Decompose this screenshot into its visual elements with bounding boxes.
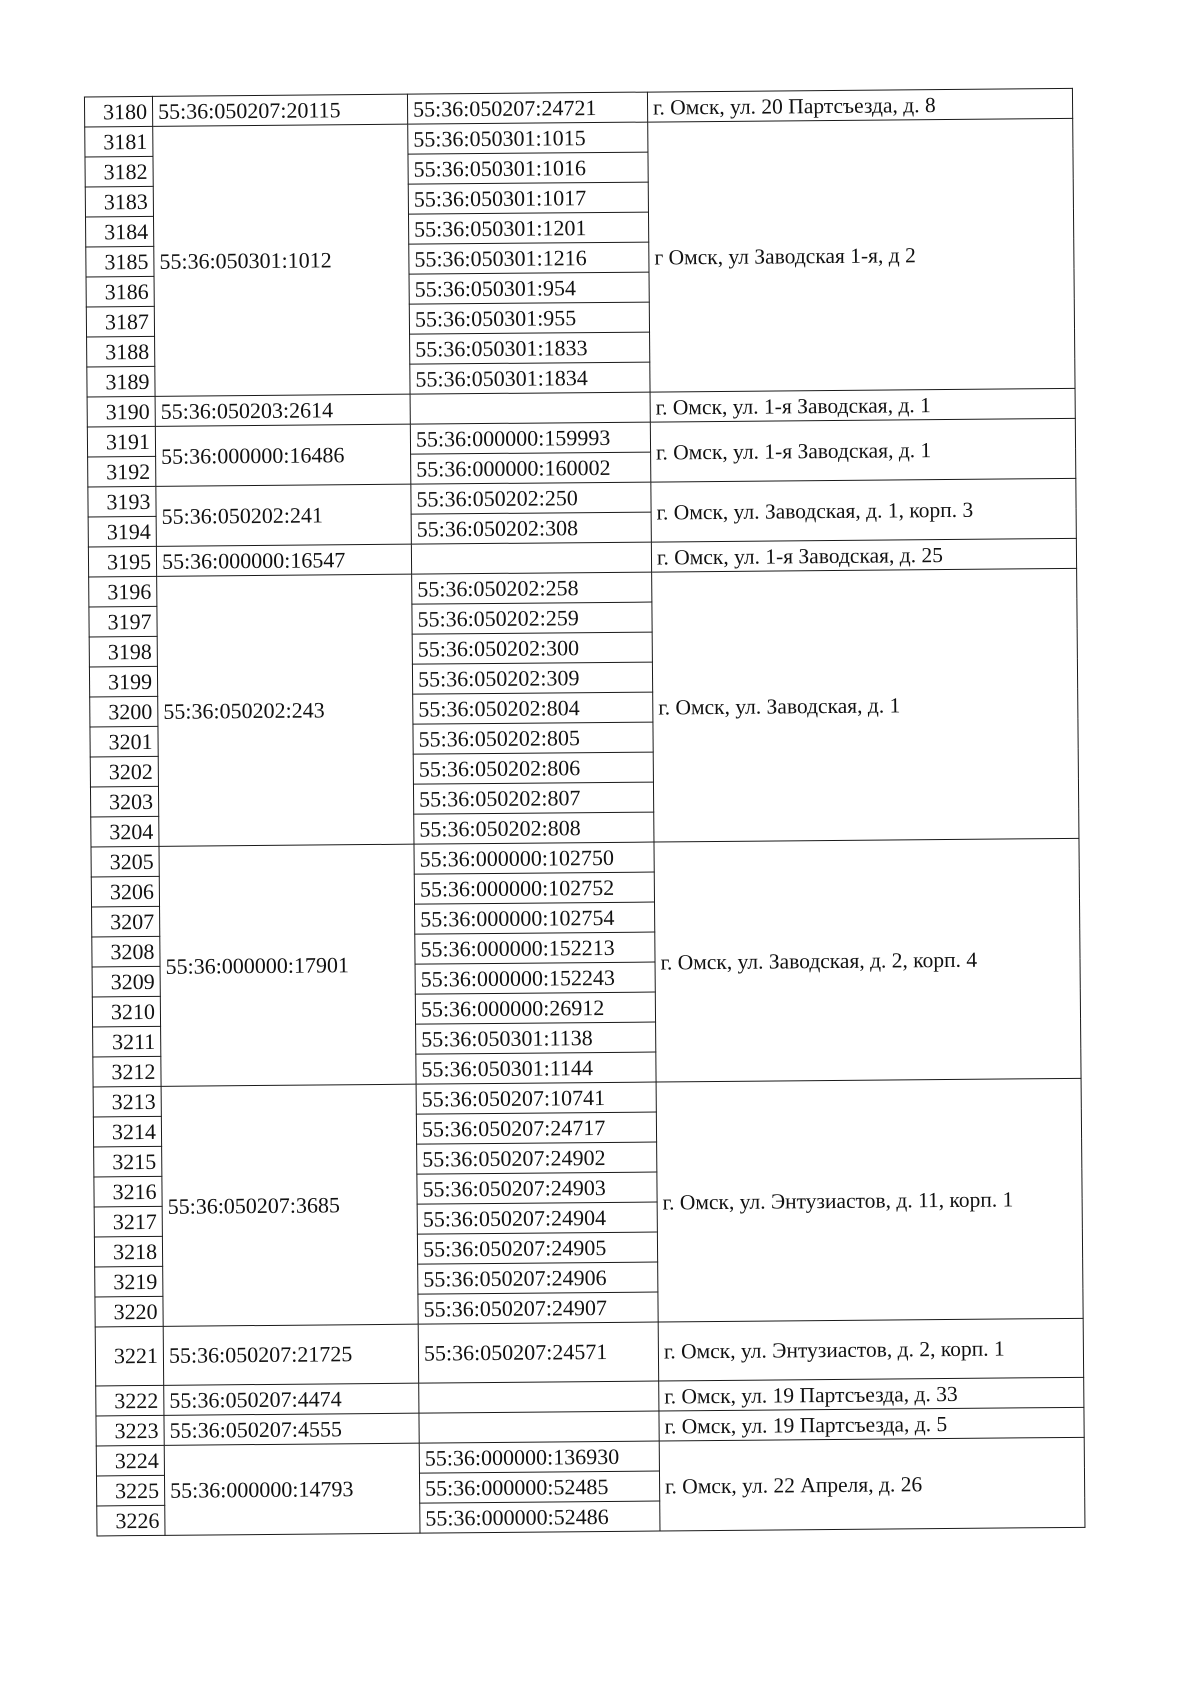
row-number: 3221 [95,1326,164,1386]
sub-cadastral-number: 55:36:050202:807 [413,782,653,814]
parent-cadastral-number: 55:36:000000:14793 [164,1443,420,1535]
sub-cadastral-number: 55:36:050202:804 [413,692,653,724]
sub-cadastral-number: 55:36:050207:24904 [417,1202,657,1234]
row-number: 3186 [86,276,154,307]
sub-cadastral-number: 55:36:050207:24907 [418,1292,658,1324]
row-number: 3223 [96,1415,164,1446]
sub-cadastral-number: 55:36:050202:805 [413,722,653,754]
row-number: 3210 [92,996,160,1027]
sub-cadastral-number [419,1411,659,1443]
sub-cadastral-number [411,542,651,574]
row-number: 3214 [93,1116,161,1147]
sub-cadastral-number: 55:36:050207:10741 [416,1082,656,1114]
parent-cadastral-number: 55:36:050202:243 [157,574,414,846]
row-number: 3218 [94,1236,162,1267]
sub-cadastral-number [419,1381,659,1413]
address: г. Омск, ул. Заводская, д. 1, корп. 3 [651,478,1077,542]
row-number: 3217 [94,1206,162,1237]
address: г. Омск, ул. 19 Партсъезда, д. 5 [659,1407,1084,1441]
cadastral-table [84,88,1086,1537]
row-number: 3208 [92,936,160,967]
sub-cadastral-number: 55:36:050202:309 [412,662,652,694]
table-row [95,1318,1083,1386]
parent-cadastral-number: 55:36:050207:20115 [152,94,407,126]
sub-cadastral-number: 55:36:050301:1015 [408,122,648,154]
sub-cadastral-number: 55:36:000000:136930 [419,1441,659,1473]
sub-cadastral-number: 55:36:000000:52485 [419,1471,659,1503]
sub-cadastral-number: 55:36:000000:52486 [420,1501,660,1533]
row-number: 3190 [87,396,155,427]
row-number: 3206 [91,876,159,907]
address: г. Омск, ул. Энтузиастов, д. 2, корп. 1 [658,1318,1083,1381]
row-number: 3220 [95,1296,163,1327]
row-number: 3202 [90,756,158,787]
parent-cadastral-number: 55:36:050207:21725 [163,1324,419,1385]
parent-cadastral-number: 55:36:050203:2614 [155,394,410,426]
sub-cadastral-number: 55:36:050202:258 [412,572,652,604]
row-number: 3181 [85,126,153,157]
sub-cadastral-number: 55:36:050301:1138 [416,1022,656,1054]
sub-cadastral-number: 55:36:050207:24902 [417,1142,657,1174]
sub-cadastral-number: 55:36:050301:1834 [410,362,650,394]
sub-cadastral-number: 55:36:050301:1016 [408,152,648,184]
row-number: 3182 [85,156,153,187]
row-number: 3204 [91,816,159,847]
sub-cadastral-number: 55:36:000000:152213 [415,932,655,964]
row-number: 3180 [84,96,152,127]
sub-cadastral-number: 55:36:050301:1144 [416,1052,656,1084]
sub-cadastral-number: 55:36:050207:24717 [416,1112,656,1144]
address: г. Омск, ул. 1-я Заводская, д. 1 [650,418,1076,482]
sub-cadastral-number: 55:36:050207:24906 [418,1262,658,1294]
sub-cadastral-number: 55:36:050301:1833 [410,332,650,364]
parent-cadastral-number: 55:36:050301:1012 [153,124,410,396]
parent-cadastral-number: 55:36:050207:4555 [164,1413,419,1445]
row-number: 3226 [97,1505,165,1536]
address: г. Омск, ул. 1-я Заводская, д. 1 [650,388,1075,422]
row-number: 3184 [86,216,154,247]
row-number: 3198 [89,636,157,667]
row-number: 3201 [90,726,158,757]
row-number: 3224 [96,1445,164,1476]
sub-cadastral-number: 55:36:050207:24571 [418,1322,659,1383]
sub-cadastral-number: 55:36:050202:806 [413,752,653,784]
sub-cadastral-number: 55:36:050301:1017 [408,182,648,214]
sub-cadastral-number: 55:36:050202:300 [412,632,652,664]
address: г. Омск, ул. Заводская, д. 2, корп. 4 [654,838,1081,1082]
sub-cadastral-number: 55:36:050301:954 [409,272,649,304]
row-number: 3194 [88,516,156,547]
sub-cadastral-number [410,392,650,424]
sub-cadastral-number: 55:36:050202:308 [411,512,651,544]
sub-cadastral-number: 55:36:050301:1216 [409,242,649,274]
sub-cadastral-number: 55:36:000000:102754 [415,902,655,934]
sub-cadastral-number: 55:36:000000:26912 [415,992,655,1024]
row-number: 3211 [93,1026,161,1057]
row-number: 3219 [95,1266,163,1297]
row-number: 3200 [90,696,158,727]
row-number: 3216 [94,1176,162,1207]
sub-cadastral-number: 55:36:000000:160002 [411,452,651,484]
sub-cadastral-number: 55:36:000000:159993 [410,422,650,454]
row-number: 3222 [96,1385,164,1416]
row-number: 3195 [88,546,156,577]
row-number: 3191 [87,426,155,457]
sub-cadastral-number: 55:36:000000:102750 [414,842,654,874]
address: г. Омск, ул. 20 Партсъезда, д. 8 [647,88,1072,122]
address: г. Омск, ул. 19 Партсъезда, д. 33 [659,1377,1084,1411]
address: г Омск, ул Заводская 1-я, д 2 [648,118,1075,392]
sub-cadastral-number: 55:36:050207:24903 [417,1172,657,1204]
address: г. Омск, ул. 1-я Заводская, д. 25 [651,538,1076,572]
row-number: 3183 [85,186,153,217]
row-number: 3205 [91,846,159,877]
row-number: 3193 [88,486,156,517]
sub-cadastral-number: 55:36:050202:808 [414,812,654,844]
sub-cadastral-number: 55:36:000000:152243 [415,962,655,994]
sub-cadastral-number: 55:36:050301:1201 [408,212,648,244]
row-number: 3215 [94,1146,162,1177]
address: г. Омск, ул. Заводская, д. 1 [652,568,1079,842]
row-number: 3212 [93,1056,161,1087]
sub-cadastral-number: 55:36:050202:250 [411,482,651,514]
row-number: 3213 [93,1086,161,1117]
parent-cadastral-number: 55:36:000000:17901 [159,844,416,1086]
parent-cadastral-number: 55:36:000000:16547 [156,544,411,576]
row-number: 3203 [90,786,158,817]
parent-cadastral-number: 55:36:000000:16486 [155,424,411,486]
sub-cadastral-number: 55:36:000000:102752 [414,872,654,904]
row-number: 3188 [87,336,155,367]
row-number: 3192 [88,456,156,487]
address: г. Омск, ул. 22 Апреля, д. 26 [659,1437,1085,1531]
row-number: 3187 [86,306,154,337]
cadastral-table-body [84,88,1085,1536]
row-number: 3197 [89,606,157,637]
row-number: 3189 [87,366,155,397]
row-number: 3185 [86,246,154,277]
sub-cadastral-number: 55:36:050301:955 [409,302,649,334]
row-number: 3207 [92,906,160,937]
sub-cadastral-number: 55:36:050207:24721 [407,92,647,124]
parent-cadastral-number: 55:36:050207:4474 [164,1383,419,1415]
parent-cadastral-number: 55:36:050207:3685 [161,1084,418,1326]
address: г. Омск, ул. Энтузиастов, д. 11, корп. 1 [656,1078,1083,1322]
sub-cadastral-number: 55:36:050202:259 [412,602,652,634]
parent-cadastral-number: 55:36:050202:241 [156,484,412,546]
sub-cadastral-number: 55:36:050207:24905 [417,1232,657,1264]
row-number: 3196 [89,576,157,607]
row-number: 3209 [92,966,160,997]
row-number: 3225 [96,1475,164,1506]
row-number: 3199 [89,666,157,697]
